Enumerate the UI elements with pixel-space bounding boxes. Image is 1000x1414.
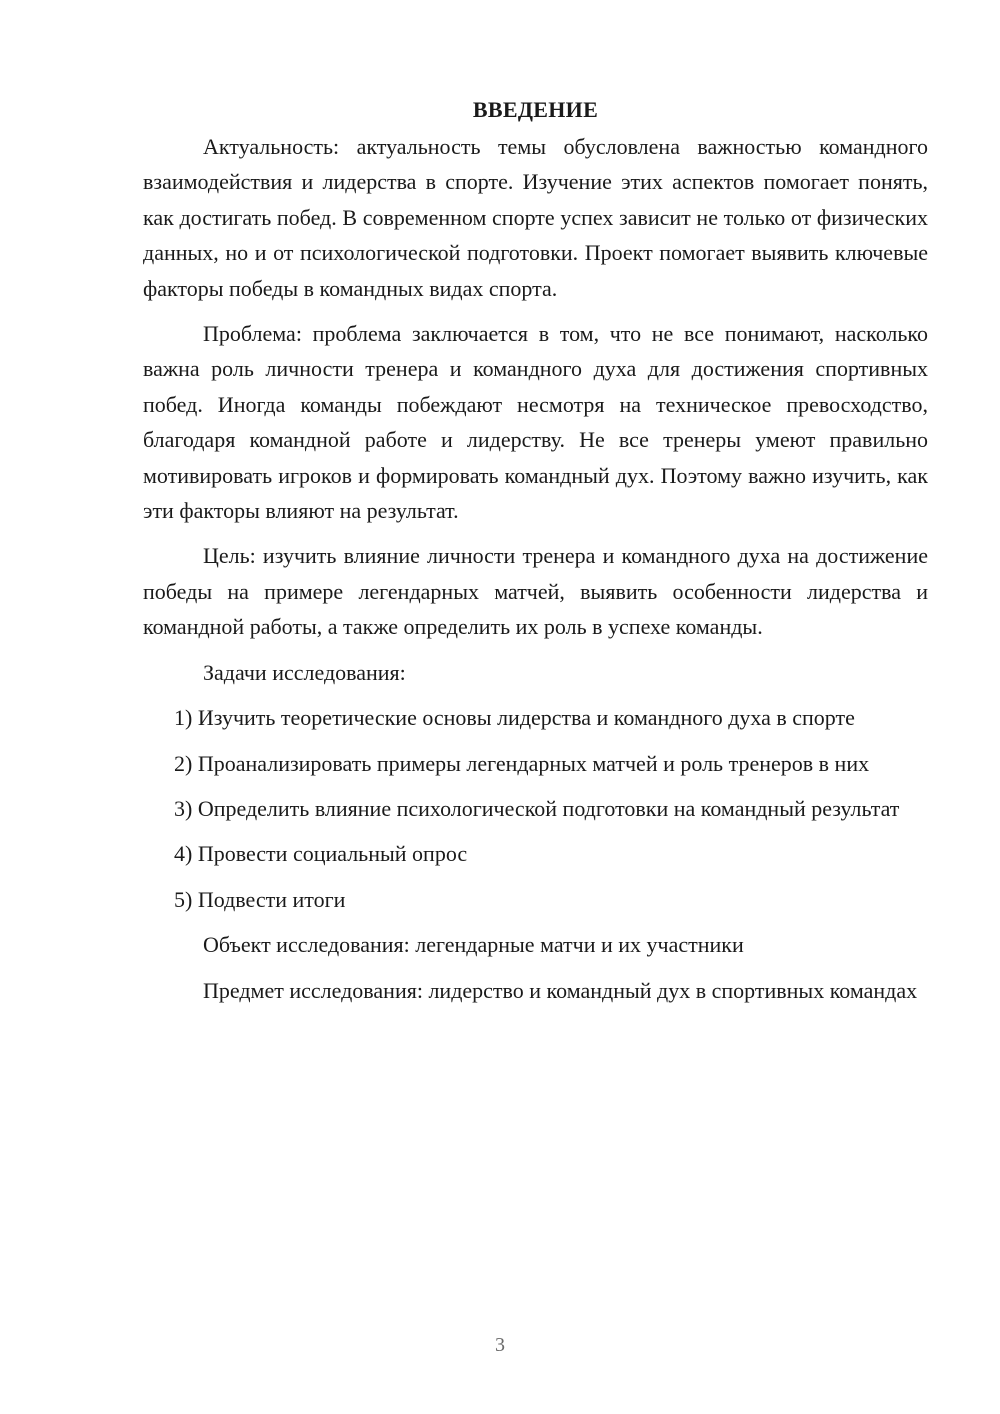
task-item-1: 1) Изучить теоретические основы лидерства и командного духа в спорте	[174, 705, 855, 731]
task-item-3: 3) Определить влияние психологической подготовки на командный результат	[174, 795, 900, 821]
tasks-title: Задачи исследования:	[203, 659, 406, 685]
relevance-paragraph: Актуальность: актуальность темы обусловлена важностью командного взаимодействия и лидерства в спорте. Изучение этих аспектов помогает понять, как достигать побед. В современном спорте успех зависит не только от физических данных, но и от психологической подготовки. Проект помогает выявить ключевые факторы победы в командных видах спорта.	[143, 134, 928, 301]
section-heading: ВВЕДЕНИЕ	[472, 97, 599, 122]
research-subject-paragraph: Предмет исследования: лидерство и командный дух в спортивных командах	[203, 977, 918, 1003]
task-item-2: 2) Проанализировать примеры легендарных матчей и роль тренеров в них	[174, 750, 870, 776]
task-item-4: 4) Провести социальный опрос	[174, 841, 468, 867]
goal-paragraph: Цель: изучить влияние личности тренера и командного духа на достижение победы на примере легендарных матчей, выявить особенности лидерства и командной работы, а также определить их роль в успехе команды.	[143, 543, 928, 640]
research-object-paragraph: Объект исследования: легендарные матчи и их участники	[203, 932, 744, 958]
page-content	[143, 92, 928, 1018]
task-item-5: 5) Подвести итоги	[174, 886, 346, 912]
page-number: 3	[495, 1334, 505, 1356]
problem-paragraph: Проблема: проблема заключается в том, что не все понимают, насколько важна роль личности тренера и командного духа для достижения спортивных побед. Иногда команды побеждают несмотря на техническое превосходство, благодаря командной работе и лидерству. Не все тренеры умеют правильно мотивировать игроков и формировать командный дух. Поэтому важно изучить, как эти факторы влияют на результат.	[143, 321, 928, 524]
